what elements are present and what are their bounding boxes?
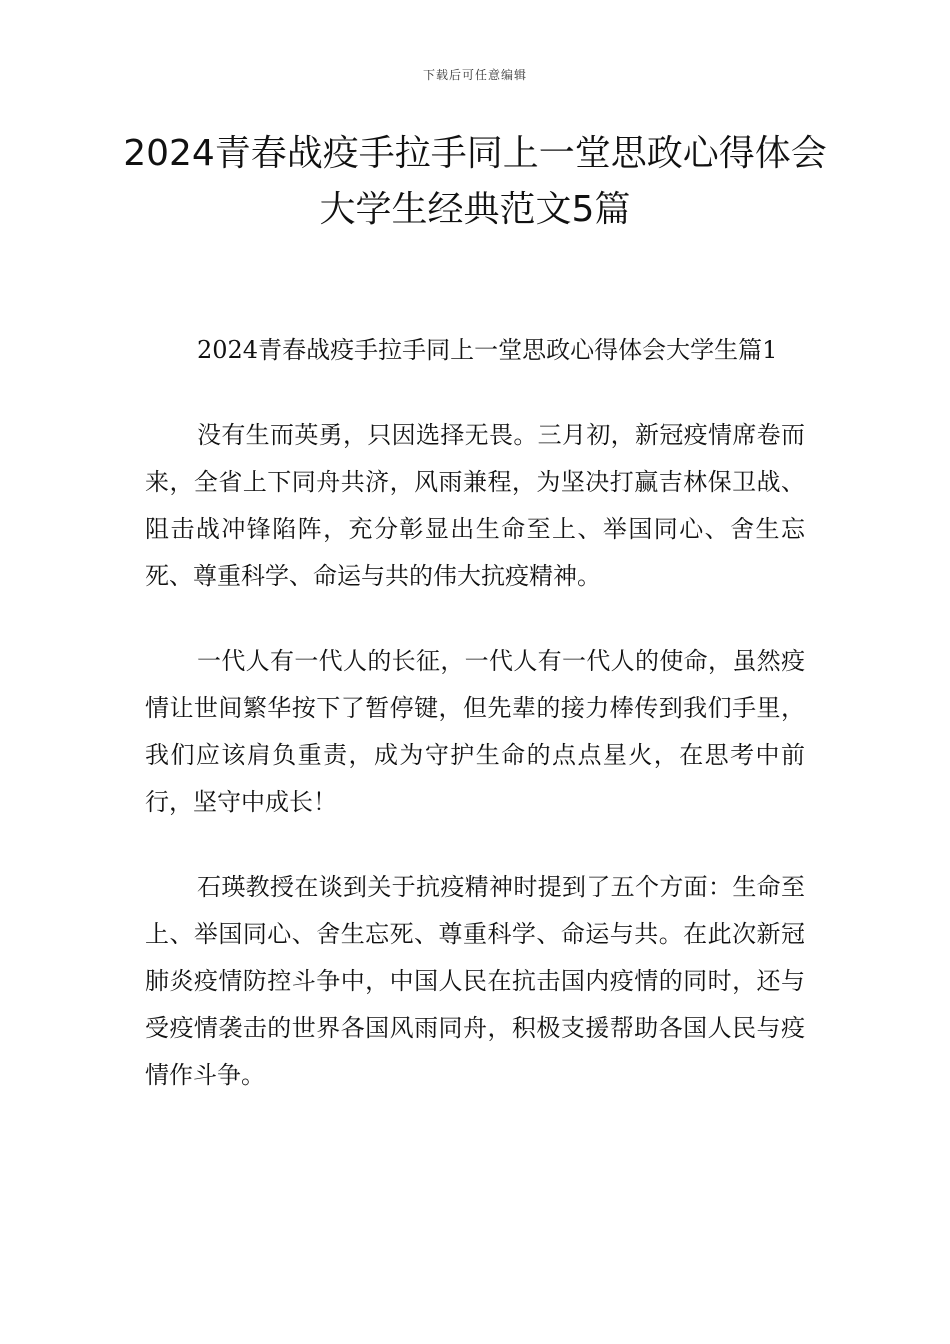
- document-body: [145, 327, 805, 1137]
- paragraph-1: 没有生而英勇，只因选择无畏。三月初，新冠疫情席卷而来，全省上下同舟共济，风雨兼程，为坚决打赢吉林保卫战、阻击战冲锋陷阵，充分彰显出生命至上、举国同心、舍生忘死、尊重科学、命运与共的伟大抗疫精神。: [145, 421, 805, 590]
- paragraph-3: 石瑛教授在谈到关于抗疫精神时提到了五个方面：生命至上、举国同心、舍生忘死、尊重科学、命运与共。在此次新冠肺炎疫情防控斗争中，中国人民在抗击国内疫情的同时，还与受疫情袭击的世界各国风雨同舟，积极支援帮助各国人民与疫情作斗争。: [145, 873, 805, 1089]
- section-heading: 2024青春战疫手拉手同上一堂思政心得体会大学生篇1: [197, 336, 778, 364]
- document-title: 2024青春战疫手拉手同上一堂思政心得体会大学生经典范文5篇: [123, 133, 827, 230]
- header-note: 下载后可任意编辑: [422, 68, 527, 82]
- paragraph-2: 一代人有一代人的长征，一代人有一代人的使命，虽然疫情让世间繁华按下了暂停键，但先辈的接力棒传到我们手里，我们应该肩负重责，成为守护生命的点点星火，在思考中前行，坚守中成长！: [145, 647, 805, 816]
